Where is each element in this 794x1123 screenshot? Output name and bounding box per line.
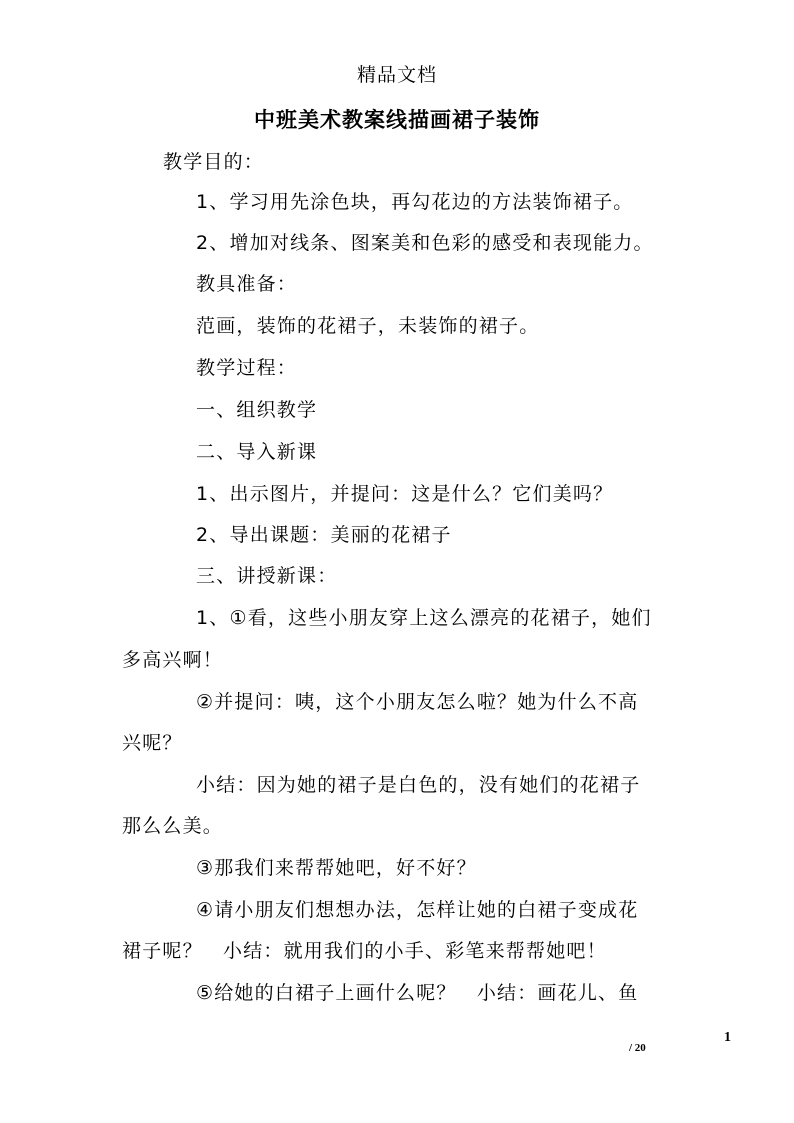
page-total: / 20 — [629, 1042, 646, 1054]
paragraph-line: 1、学习用先涂色块，再勾花边的方法装饰裙子。 — [196, 191, 634, 213]
paragraph-line: 三、讲授新课： — [196, 565, 338, 587]
paragraph-line: 1、①看，这些小朋友穿上这么漂亮的花裙子，她们 — [196, 607, 652, 629]
paragraph-line: 兴呢？ — [122, 732, 183, 754]
paragraph-line: 2、增加对线条、图案美和色彩的感受和表现能力。 — [196, 232, 654, 254]
section-heading-process: 教学过程： — [196, 357, 298, 379]
paragraph-line: ④请小朋友们想想办法，怎样让她的白裙子变成花 — [196, 899, 639, 921]
page-number: 1 — [724, 1030, 731, 1045]
paragraph-line: 1、出示图片，并提问：这是什么？它们美吗？ — [196, 483, 614, 505]
paragraph-line: 一、组织教学 — [196, 399, 318, 421]
paragraph-line: 范画，装饰的花裙子，未装饰的裙子。 — [196, 315, 540, 337]
section-heading-materials: 教具准备： — [196, 273, 298, 295]
page-header: 精品文档 — [356, 64, 437, 86]
paragraph-line: 二、导入新课 — [196, 441, 318, 463]
paragraph-line: 2、导出课题：美丽的花裙子 — [196, 524, 452, 546]
paragraph-line: ②并提问：咦，这个小朋友怎么啦？她为什么不高 — [196, 691, 639, 713]
section-heading-objectives: 教学目的： — [163, 151, 265, 173]
paragraph-line: ③那我们来帮帮她吧，好不好？ — [196, 857, 477, 879]
document-title: 中班美术教案线描画裙子装饰 — [254, 107, 540, 132]
paragraph-line: ⑤给她的白裙子上画什么呢？ 小结：画花儿、鱼 — [196, 982, 639, 1004]
paragraph-line: 小结：因为她的裙子是白色的，没有她们的花裙子 — [196, 774, 641, 796]
paragraph-line: 多高兴啊！ — [122, 649, 224, 671]
paragraph-line: 裙子呢？ 小结：就用我们的小手、彩笔来帮帮她吧！ — [122, 940, 607, 962]
paragraph-line: 那么么美。 — [122, 815, 224, 837]
